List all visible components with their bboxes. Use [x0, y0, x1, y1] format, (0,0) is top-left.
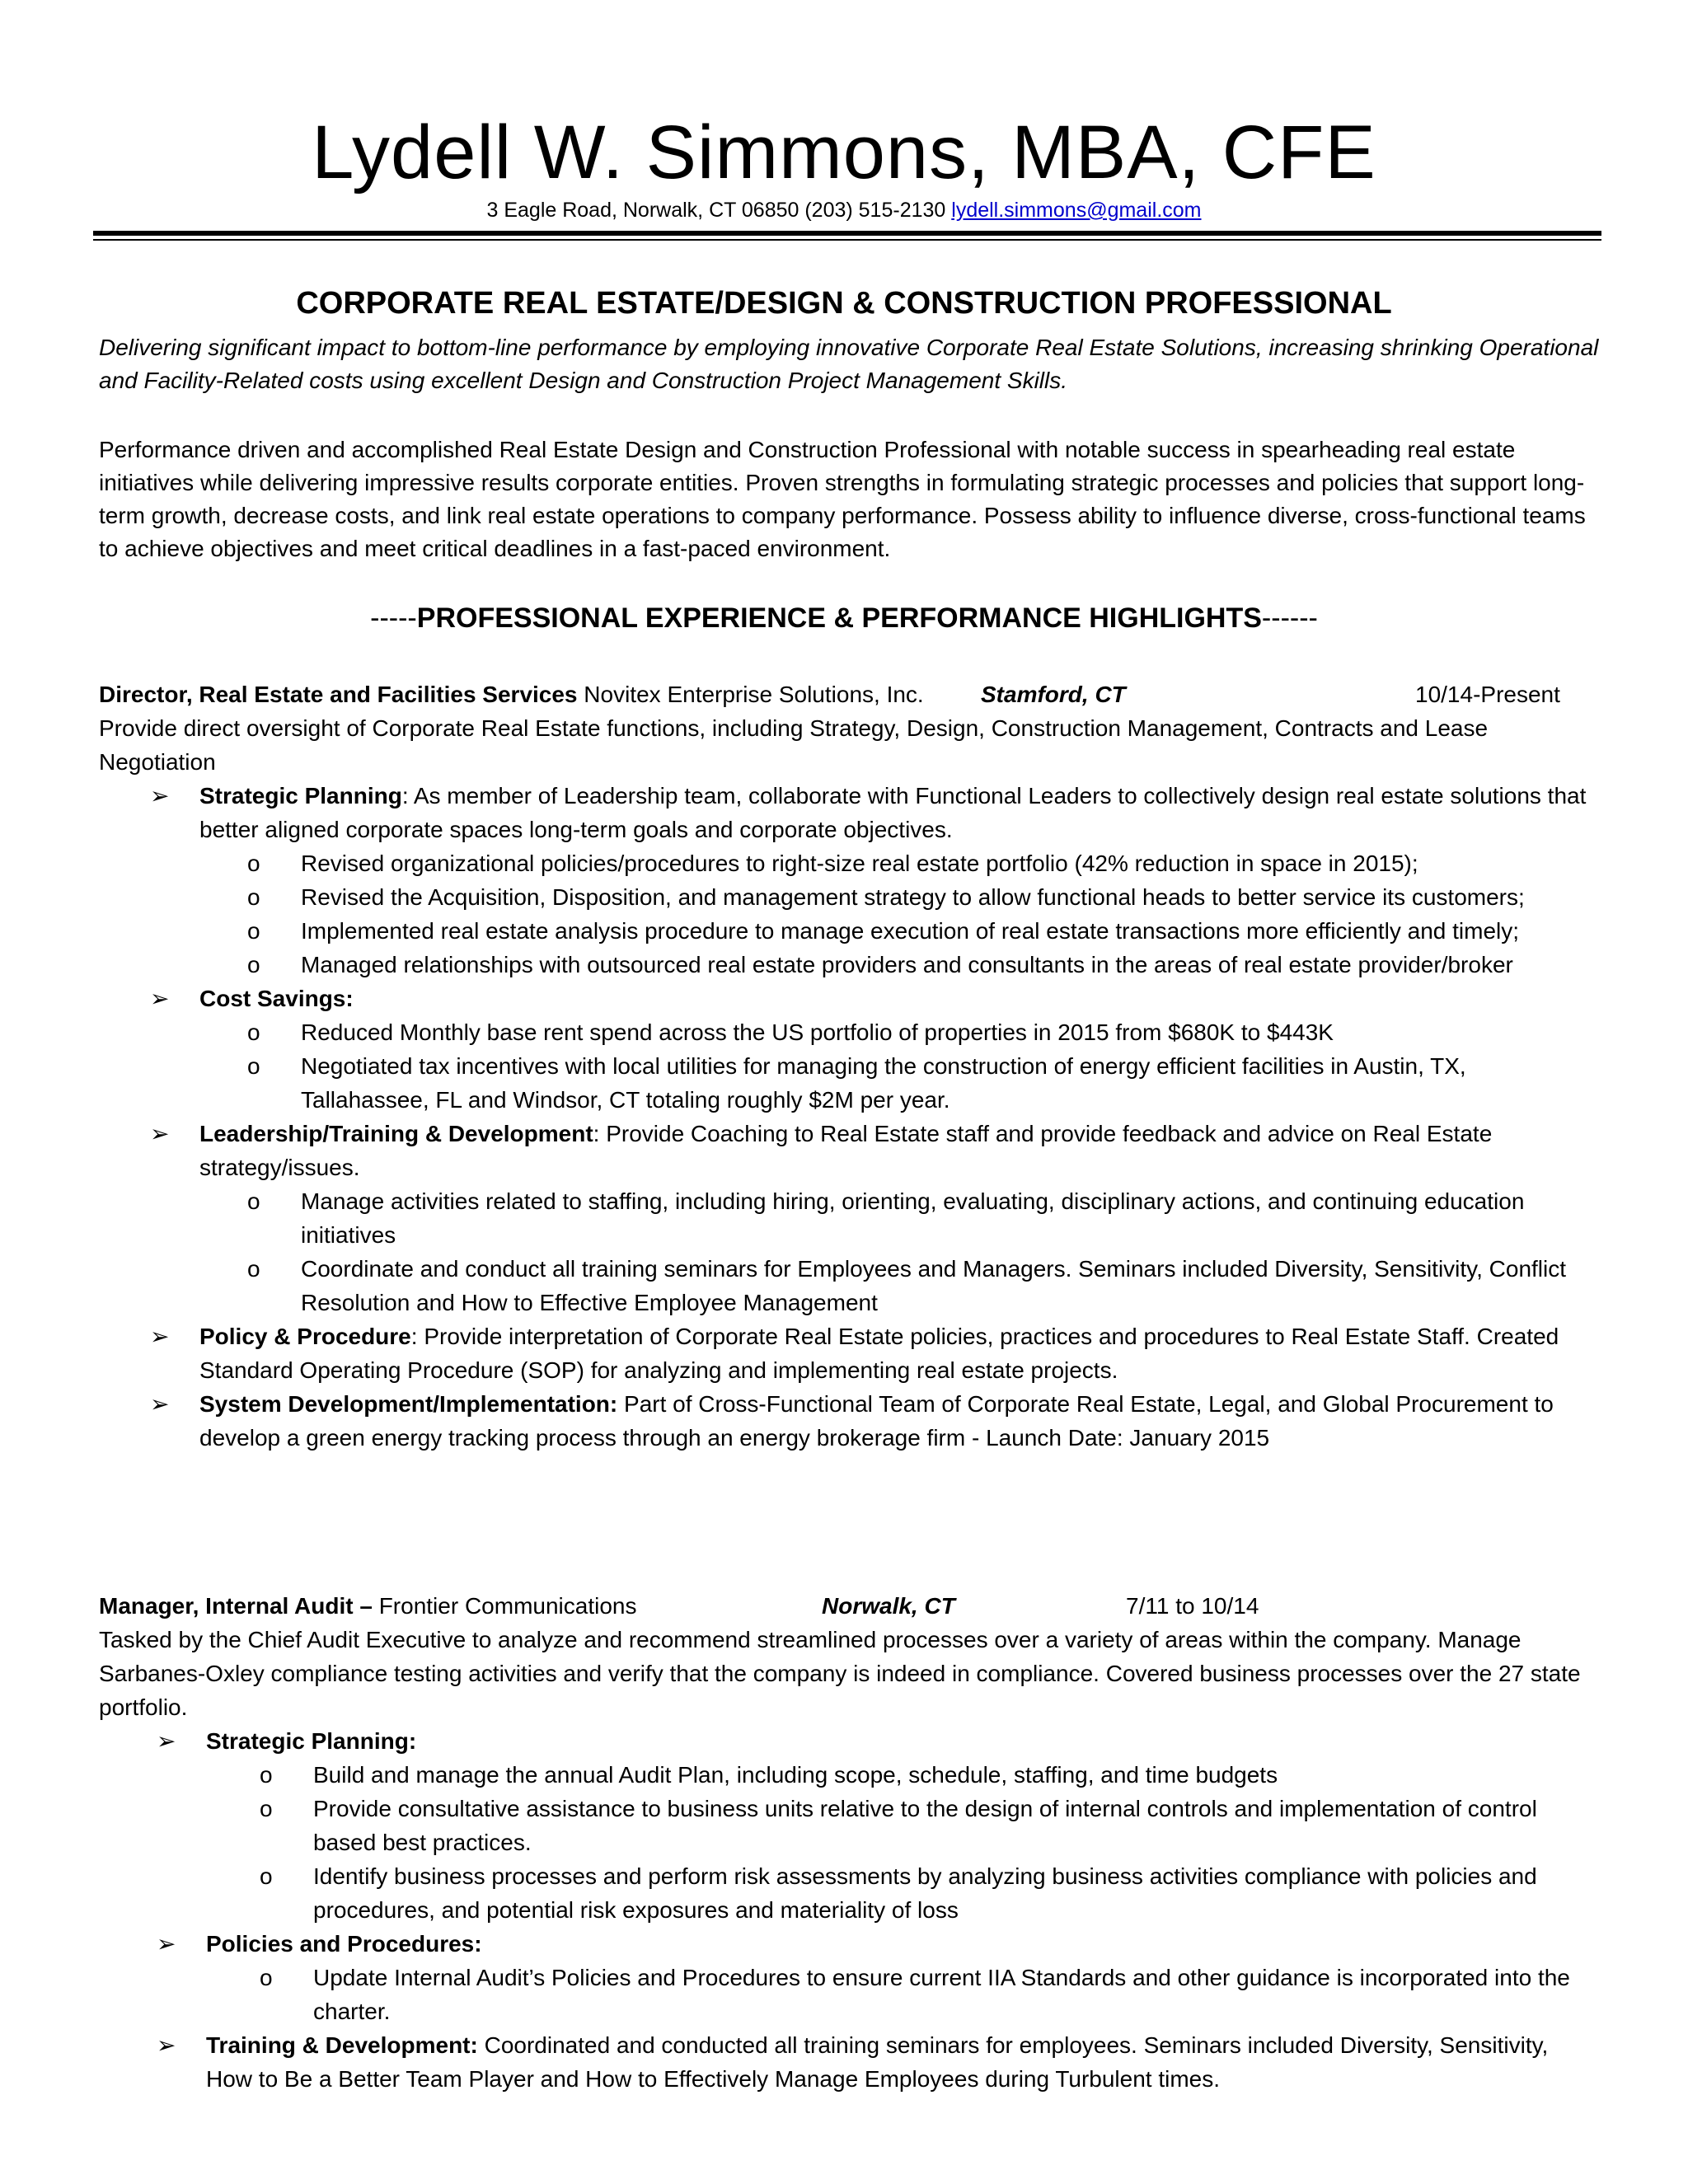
sub-item-text: Reduced Monthly base rent spend across the US portfolio of properties in 2015 from $680K to $443K	[301, 1019, 1334, 1045]
sub-item	[107, 1758, 1595, 1792]
professional-summary: Performance driven and accomplished Real Estate Design and Construction Professional with notable success in spearheading real estate initiatives while delivering impressive results corporate entities. Proven strengths in formulating strategic processes and policies that support long-term growth, decrease costs, and link real estate operations to company performance. Possess ability to influence diverse, cross-functional teams to achieve objectives and meet critical deadlines in a fast-paced environment.	[99, 437, 1586, 561]
job-dates: 7/11 to 10/14	[1126, 1593, 1259, 1619]
contact-line	[0, 198, 1688, 223]
header-rule-thin	[93, 239, 1601, 241]
sub-item	[101, 1252, 1595, 1319]
arrow-bullet-icon: ➢	[150, 1391, 170, 1417]
sub-item-text: Build and manage the annual Audit Plan, including scope, schedule, staffing, and time budgets	[313, 1762, 1278, 1788]
highlight-item	[99, 1927, 1595, 2028]
sub-item-text: Implemented real estate analysis procedure to manage execution of real estate transactions more efficiently and timely;	[301, 918, 1520, 944]
sub-item-text: Managed relationships with outsourced real estate providers and consultants in the areas of real estate provider/broker	[301, 952, 1513, 977]
sub-list	[199, 1015, 1595, 1117]
sub-item	[101, 948, 1595, 982]
experience-section-heading	[0, 600, 1688, 636]
circle-bullet-icon: o	[260, 1863, 273, 1889]
highlight-text: Coordinated and conducted all training seminars for employees. Seminars included Diversity, Sensitivity, How to Be a Better Team Player and How to Effectively Manage Employees during Turbulent times.	[206, 2032, 1549, 2092]
job-description: Tasked by the Chief Audit Executive to analyze and recommend streamlined processes over a variety of areas within the company. Manage Sarbanes-Oxley compliance testing activities and verify that the company is indeed in compliance. Covered business processes over the 27 state portfolio.	[99, 1627, 1581, 1720]
job-company: Novitex Enterprise Solutions, Inc.	[577, 682, 924, 707]
circle-bullet-icon: o	[247, 1188, 260, 1214]
job-location: Norwalk, CT	[822, 1593, 955, 1619]
highlight-text: : Provide interpretation of Corporate Real Estate policies, practices and procedures to Real Estate Staff. Created Standard Operating Procedure (SOP) for analyzing and implementing real estate projects.	[199, 1324, 1559, 1383]
sub-item-text: Coordinate and conduct all training seminars for Employees and Managers. Seminars included Diversity, Sensitivity, Conflict Resolution and How to Effective Employee Management	[301, 1256, 1567, 1315]
sub-list	[206, 1758, 1595, 1927]
sub-item-text: Update Internal Audit’s Policies and Procedures to ensure current IIA Standards and other guidance is incorporated into the charter.	[313, 1965, 1570, 2024]
sub-item	[101, 1049, 1595, 1117]
highlight-item	[99, 1117, 1595, 1319]
highlight-item	[99, 982, 1595, 1117]
sub-list	[199, 846, 1595, 982]
job-highlights	[99, 1724, 1595, 2096]
sub-item-text: Provide consultative assistance to business units relative to the design of internal controls and implementation of control based best practices.	[313, 1796, 1537, 1855]
sub-item	[101, 880, 1595, 914]
professional-headline: CORPORATE REAL ESTATE/DESIGN & CONSTRUCTION PROFESSIONAL	[296, 286, 1392, 321]
highlight-label: Cost Savings:	[199, 986, 354, 1011]
heading-dashes-left: -----	[370, 602, 417, 634]
circle-bullet-icon: o	[260, 1762, 273, 1788]
job-location: Stamford, CT	[981, 682, 1126, 707]
highlight-item	[99, 1724, 1595, 1927]
job-entry-1	[99, 677, 1595, 1455]
email-link[interactable]: lydell.simmons@gmail.com	[951, 199, 1202, 222]
arrow-bullet-icon: ➢	[150, 783, 170, 808]
circle-bullet-icon: o	[247, 851, 260, 876]
highlight-item	[99, 779, 1595, 982]
highlight-label: System Development/Implementation:	[199, 1391, 618, 1417]
job-title: Director, Real Estate and Facilities Services	[99, 682, 578, 707]
circle-bullet-icon: o	[260, 1796, 273, 1821]
job-header	[99, 1589, 1595, 1623]
sub-item-text: Negotiated tax incentives with local utilities for managing the construction of energy efficient facilities in Austin, TX, Tallahassee, FL and Windsor, CT totaling roughly $2M per year.	[301, 1053, 1466, 1113]
tagline: Delivering significant impact to bottom-line performance by employing innovative Corporate Real Estate Solutions, increasing shrinking Operational and Facility-Related costs using excellent Design and Construction Project Management Skills.	[99, 335, 1599, 393]
highlight-label: Training & Development:	[206, 2032, 478, 2058]
job-description: Provide direct oversight of Corporate Real Estate functions, including Strategy, Design, Construction Management, Contracts and Lease Negotiation	[99, 715, 1489, 775]
circle-bullet-icon: o	[247, 1019, 260, 1045]
highlight-label: Leadership/Training & Development	[199, 1121, 593, 1146]
highlight-item	[99, 1387, 1595, 1455]
sub-item-text: Manage activities related to staffing, including hiring, orienting, evaluating, disciplinary actions, and continuing education initiatives	[301, 1188, 1525, 1248]
arrow-bullet-icon: ➢	[157, 1931, 176, 1957]
highlight-item	[99, 2028, 1595, 2096]
sub-list	[199, 1184, 1595, 1319]
job-header	[99, 677, 1595, 711]
sub-item-text: Revised organizational policies/procedures to right-size real estate portfolio (42% reduction in space in 2015);	[301, 851, 1418, 876]
circle-bullet-icon: o	[260, 1965, 273, 1990]
highlight-text: : Provide Coaching to Real Estate staff and provide feedback and advice on Real Estate strategy/issues.	[199, 1121, 1493, 1180]
sub-item	[101, 846, 1595, 880]
circle-bullet-icon: o	[247, 918, 260, 944]
sub-item-text: Identify business processes and perform risk assessments by analyzing business activities compliance with policies and procedures, and potential risk exposures and materiality of loss	[313, 1863, 1537, 1923]
sub-item	[101, 1184, 1595, 1252]
heading-dashes-right: ------	[1261, 602, 1318, 634]
contact-address-phone: 3 Eagle Road, Norwalk, CT 06850 (203) 515-2130	[486, 199, 952, 222]
sub-item	[107, 1961, 1595, 2028]
circle-bullet-icon: o	[247, 1053, 260, 1079]
highlight-text: : As member of Leadership team, collaborate with Functional Leaders to collectively design real estate solutions that better aligned corporate spaces long-term goals and corporate objectives.	[199, 783, 1587, 842]
sub-list	[206, 1961, 1595, 2028]
arrow-bullet-icon: ➢	[157, 2032, 176, 2058]
highlight-label: Policies and Procedures:	[206, 1931, 482, 1957]
heading-title: PROFESSIONAL EXPERIENCE & PERFORMANCE HIGHLIGHTS	[416, 602, 1262, 634]
arrow-bullet-icon: ➢	[150, 1121, 170, 1146]
job-company: Frontier Communications	[372, 1593, 637, 1619]
highlight-label: Policy & Procedure	[199, 1324, 411, 1349]
sub-item	[107, 1859, 1595, 1927]
sub-item-text: Revised the Acquisition, Disposition, and management strategy to allow functional heads to better service its customers;	[301, 884, 1525, 910]
circle-bullet-icon: o	[247, 952, 260, 977]
highlight-text: Part of Cross-Functional Team of Corporate Real Estate, Legal, and Global Procurement to develop a green energy tracking process through an energy brokerage firm - Launch Date: January 2015	[199, 1391, 1554, 1451]
highlight-item	[99, 1319, 1595, 1387]
arrow-bullet-icon: ➢	[157, 1728, 176, 1754]
sub-item	[101, 914, 1595, 948]
sub-item	[101, 1015, 1595, 1049]
arrow-bullet-icon: ➢	[150, 1324, 170, 1349]
job-title: Manager, Internal Audit –	[99, 1593, 373, 1619]
circle-bullet-icon: o	[247, 1256, 260, 1282]
arrow-bullet-icon: ➢	[150, 986, 170, 1011]
job-entry-2	[99, 1589, 1595, 2096]
highlight-label: Strategic Planning:	[206, 1728, 417, 1754]
sub-item	[107, 1792, 1595, 1859]
header-rule-thick	[93, 231, 1601, 236]
circle-bullet-icon: o	[247, 884, 260, 910]
job-dates: 10/14-Present	[1415, 682, 1560, 707]
job-highlights	[99, 779, 1595, 1455]
highlight-label: Strategic Planning	[199, 783, 402, 808]
candidate-name: Lydell W. Simmons, MBA, CFE	[312, 110, 1376, 194]
